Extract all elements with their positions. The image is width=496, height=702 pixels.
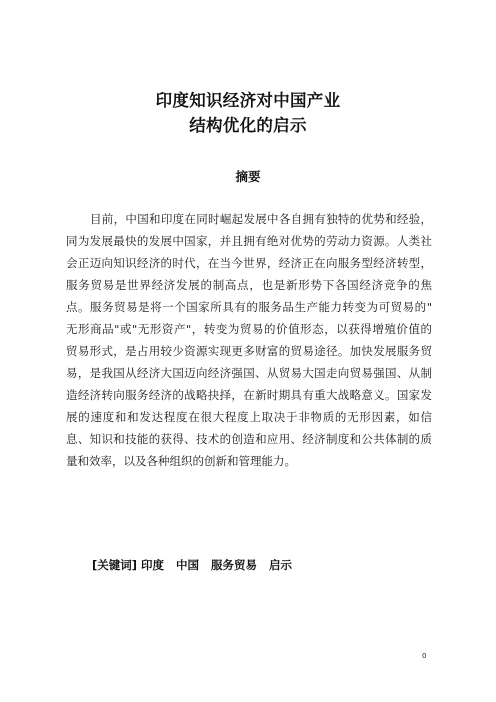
abstract-line: 息、知识和技能的获得、技术的创造和应用、经济制度和公共体制的质 [66, 432, 432, 446]
abstract-line: 会正迈向知识经济的时代，在当今世界，经济正在向服务型经济转型， [66, 256, 432, 270]
abstract-line: 贸易形式，是占用较少资源实现更多财富的贸易途径。加快发展服务贸 [66, 344, 432, 358]
abstract-line: 无形商品"或"无形资产"，转变为贸易的价值形态，以获得增殖价值的 [66, 322, 432, 336]
abstract-line: 服务贸易是世界经济发展的制高点，也是新形势下各国经济竞争的焦 [66, 278, 432, 292]
title-line-1: 印度知识经济对中国产业 [155, 91, 341, 110]
abstract-line: 目前，中国和印度在同时崛起发展中各自拥有独特的优势和经验， [90, 212, 432, 226]
abstract-line: 展的速度和和发达程度在很大程度上取决于非物质的无形因素，如信 [66, 410, 432, 424]
abstract-heading: 摘要 [235, 169, 261, 184]
page-number: 0 [422, 652, 427, 660]
abstract-line: 易，是我国从经济大国迈向经济强国、从贸易大国走向贸易强国、从制 [66, 366, 432, 380]
abstract-body [66, 208, 432, 472]
abstract-line: 同为发展最快的发展中国家，并且拥有绝对优势的劳动力资源。人类社 [66, 234, 432, 248]
abstract-line: 造经济转向服务经济的战略抉择，在新时期具有重大战略意义。国家发 [66, 388, 432, 402]
keywords: [关键词] 印度 中国 服务贸易 启示 [92, 558, 293, 572]
abstract-line: 量和效率，以及各种组织的创新和管理能力。 [66, 454, 296, 468]
abstract-line: 点。服务贸易是将一个国家所具有的服务品生产能力转变为可贸易的" [66, 300, 432, 314]
title-line-2: 结构优化的启示 [189, 116, 307, 135]
